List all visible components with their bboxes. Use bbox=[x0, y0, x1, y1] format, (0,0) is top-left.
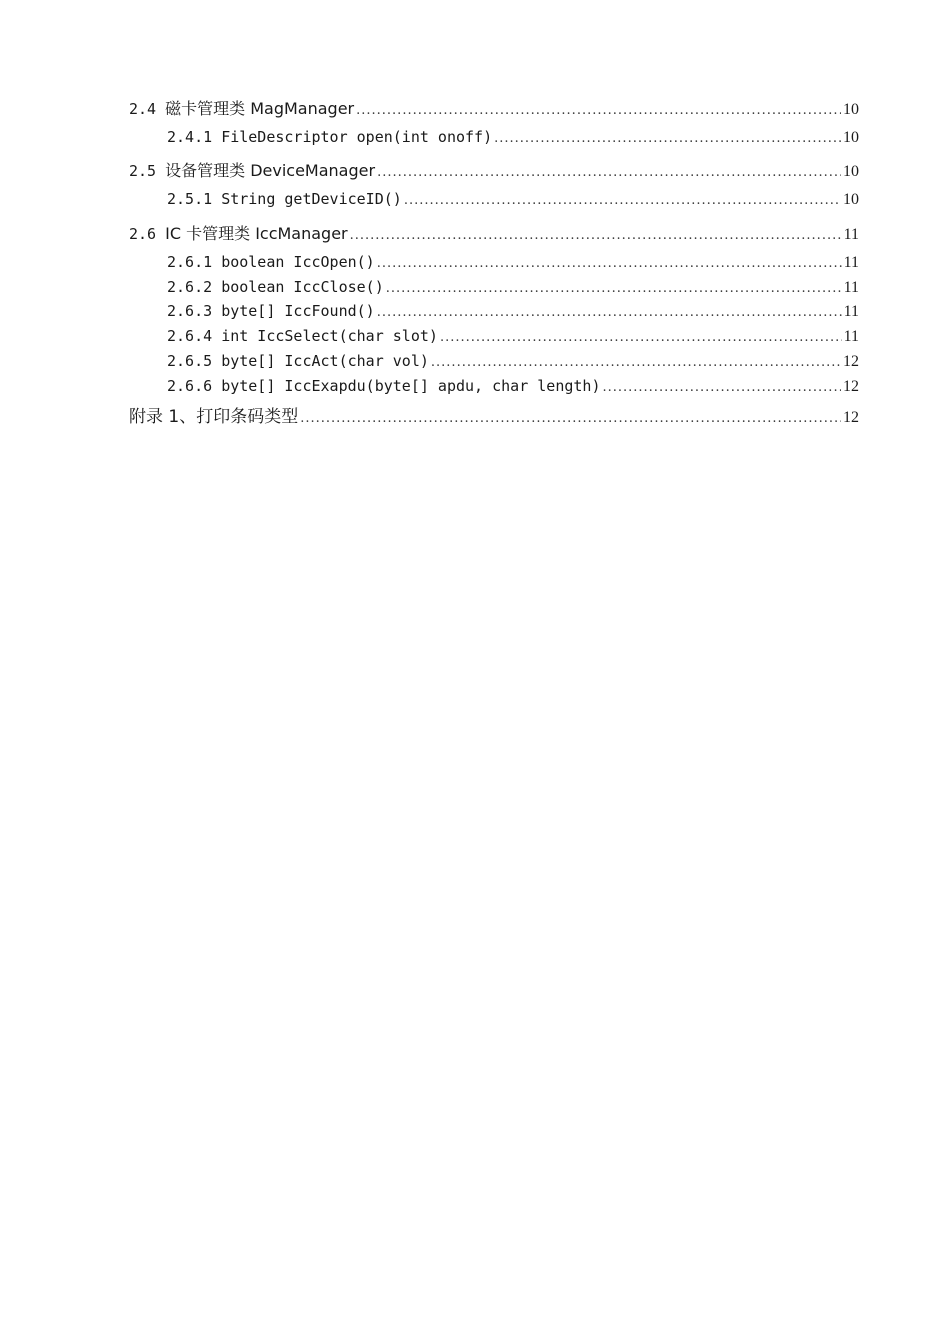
toc-dot-leader bbox=[377, 305, 842, 320]
toc-entry-title: 2.6.5 byte[] IccAct(char vol) bbox=[167, 352, 429, 370]
toc-entry-appendix-1[interactable] bbox=[129, 402, 859, 427]
toc-dot-leader bbox=[377, 256, 842, 271]
toc-entry-title: 2.6.3 byte[] IccFound() bbox=[167, 302, 375, 320]
toc-dot-leader bbox=[494, 131, 841, 146]
toc-page-number: 12 bbox=[843, 378, 859, 395]
toc-dot-leader bbox=[440, 330, 842, 345]
toc-page-number: 12 bbox=[843, 409, 859, 426]
toc-dot-leader bbox=[377, 165, 841, 180]
toc-dot-leader bbox=[386, 281, 842, 296]
toc-page-number: 10 bbox=[843, 191, 859, 208]
toc-entry-2-6-1[interactable] bbox=[167, 253, 859, 272]
toc-page-number: 11 bbox=[843, 303, 859, 320]
toc-page-number: 10 bbox=[843, 129, 859, 146]
toc-page-number: 10 bbox=[843, 101, 859, 118]
toc-dot-leader bbox=[356, 103, 841, 118]
toc-entry-title: 2.6.1 boolean IccOpen() bbox=[167, 253, 375, 271]
toc-entry-2-4[interactable] bbox=[129, 96, 859, 119]
toc-page-number: 11 bbox=[843, 279, 859, 296]
toc-entry-2-4-1[interactable] bbox=[167, 128, 859, 147]
toc-entry-title: 2.5.1 String getDeviceID() bbox=[167, 190, 402, 208]
toc-entry-2-5-1[interactable] bbox=[167, 190, 859, 209]
toc-dot-leader bbox=[404, 193, 841, 208]
toc-entry-title: 2.6.4 int IccSelect(char slot) bbox=[167, 327, 438, 345]
toc-entry-title: 2.6.2 boolean IccClose() bbox=[167, 278, 384, 296]
toc-dot-leader bbox=[350, 228, 842, 243]
toc-entry-title: 2.4.1 FileDescriptor open(int onoff) bbox=[167, 128, 493, 146]
toc-page-number: 11 bbox=[843, 328, 859, 345]
toc-entry-2-6-5[interactable] bbox=[167, 352, 859, 371]
toc-entry-title: 2.6.6 byte[] IccExapdu(byte[] apdu, char length) bbox=[167, 377, 601, 395]
toc-entry-2-5[interactable] bbox=[129, 158, 859, 181]
toc-entry-title: 2.4 磁卡管理类 MagManager bbox=[129, 99, 355, 118]
toc-entry-title: 附录 1、打印条码类型 bbox=[129, 407, 299, 427]
toc-page-number: 10 bbox=[843, 163, 859, 180]
toc-page-number: 11 bbox=[843, 254, 859, 271]
toc-entry-2-6-4[interactable] bbox=[167, 327, 859, 346]
toc-entry-2-6-3[interactable] bbox=[167, 302, 859, 321]
toc-dot-leader bbox=[602, 380, 841, 395]
toc-entry-title: 2.6 IC 卡管理类 IccManager bbox=[129, 224, 348, 243]
toc-dot-leader bbox=[300, 411, 841, 426]
toc-page-number: 11 bbox=[843, 226, 859, 243]
toc-dot-leader bbox=[431, 355, 841, 370]
toc-entry-2-6-6[interactable] bbox=[167, 377, 859, 396]
toc-entry-2-6-2[interactable] bbox=[167, 278, 859, 297]
toc-entry-title: 2.5 设备管理类 DeviceManager bbox=[129, 161, 376, 180]
toc-entry-2-6[interactable] bbox=[129, 221, 859, 244]
toc-page-number: 12 bbox=[843, 353, 859, 370]
